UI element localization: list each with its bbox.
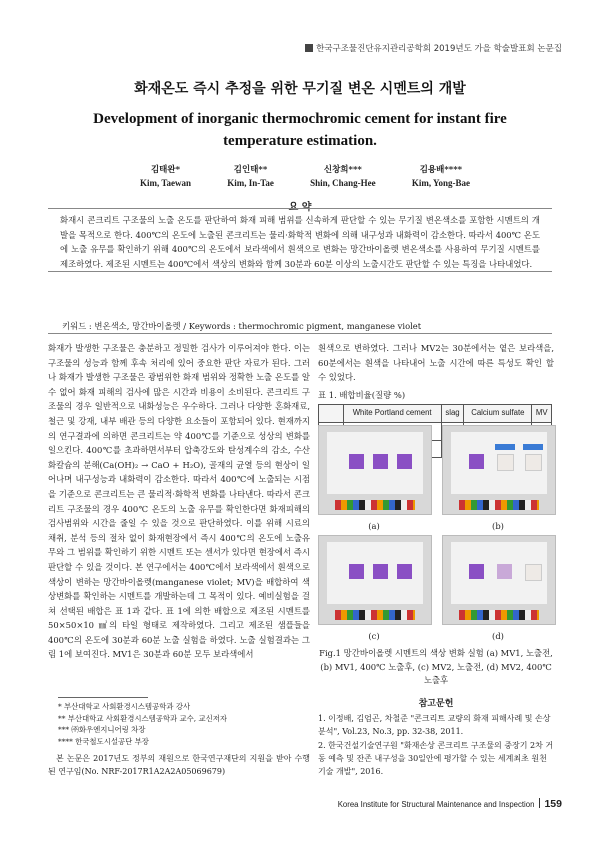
sample-tag	[495, 444, 515, 450]
color-checker	[459, 500, 539, 510]
references-list	[318, 712, 554, 779]
keywords: 키워드 : 변온색소, 망간바이올렛 / Keywords : thermochromic pigment, manganese violet	[48, 318, 552, 334]
table-header-cell: White Portland cement	[343, 405, 441, 423]
sample-tile	[373, 454, 388, 469]
table-caption: 표 1. 배합비율(질량 %)	[318, 389, 406, 400]
photo-b	[442, 425, 556, 515]
table-header-cell: MV	[532, 405, 552, 423]
author	[412, 164, 470, 190]
footnote: **** 한국철도시설공단 부장	[58, 736, 149, 746]
author-name-ko: 김용배****	[419, 165, 463, 175]
author	[310, 164, 376, 190]
author-name-ko: 신창희***	[323, 165, 362, 175]
author-name-en: Kim, Yong-Bae	[411, 178, 470, 188]
table-header-cell: slag	[441, 405, 464, 423]
author-name-en: Shin, Chang-Hee	[310, 178, 376, 188]
footnote: *** ㈜화우엔지니어링 차장	[58, 725, 146, 734]
sample-tile	[397, 454, 412, 469]
sample-tile	[497, 454, 514, 471]
abstract-text: 화재시 콘크리트 구조물의 노출 온도를 판단하여 화재 피해 범위를 신속하게 판단할 수 있는 무기질 변온색소를 포함한 시멘트의 개발을 목적으로 한다. 400℃의 온도에 노출된 콘크리트는 물리·화학적 변화에 의해 내구성과 내화력이 감소한다. 따라서 400℃ 온도에 노출 유무를 확인하기 위해 400℃의 온도에서 보라색에서 흰색으로 변화는 망간바이올렛 변온색소를 사용하여 무기질 시멘트를 제조하였다. 제조된 시멘트는 400℃에서 색상의 변화와 함께 30분과 60분 이상의 노출시간도 판단할 수 있는 특징을 나타내었다.	[60, 215, 540, 269]
color-checker	[335, 500, 415, 510]
journal-name: Korea Institute for Structural Maintenance and Inspection	[337, 800, 535, 809]
page-number: 159	[544, 798, 562, 810]
references-heading: 참고문헌	[418, 699, 454, 709]
body-column-left: 화재가 발생한 구조물은 충분하고 정밀한 검사가 이루어져야 한다. 이는 구조물의 성능과 함께 후속 처리에 있어 중요한 판단 자료가 된다. 그러나 화재가 발생한 구조물은 광범위한 화재 범위와 정확한 노출 온도를 알 수 없어 화재 피해의 검사에 많은 시간과 비용이 소비된다. 콘크리트 구조물의 경우 일반적으로 내화성능은 우수하다. 그러나 다양한 혼화재료, 철근 및 강재, 내부 배관 등의 다양한 요소들이 포함되어 있다. 현재까지의 연구결과에 의하면 콘크리트는 약 400℃를 기준으로 성상의 변화를 일으킨다. 400℃를 초과하면서부터 압축강도와 탄성계수의 감소, 수산화칼슘의 분해(Ca(OH)₂ → CaO + H₂O), 골재의 균열 등의 현상이 일어나며 내구성능과 내화력이 감소한다. 따라서 400℃에 노출되는 시점을 기준으로 콘크리트는 큰 물리적·화학적 변화를 나타낸다. 따라서 콘크리트 구조물의 경우 400℃ 온도의 노출 유무를 확인한다면 화재피해의 검사범위와 시간을 줄일 수 있을 것으로 판단하였다. 이를 위해 시료의 채취, 분석 등의 절차 없이 화재현장에서 즉시 400℃의 온도에 노출유무와 그 범위를 확인하기 위한 시멘트 또는 센서가 있다면 현장에서 즉시 판단할 수 있을 것이다. 본 연구에서는 400℃에서 보라색에서 흰색으로 색상이 변하는 망간바이올렛(manganese violet; MV)을 배합하여 색상변화를 확인하는 시멘트를 개발하는데 그 목적이 있다. 예비실험을 걸쳐 선택된 배합은 표 1과 같다. 표 1에 의한 배합으로 제조된 시멘트를 50×50×10 ㎣의 타일 형태로 제작하였다. 그리고 제조된 샘플들을 400℃의 온도에 30분과 60분 노출 실험을 하였다. 노출 실험결과는 그림 1에 보여진다. MV1은 30분과 60분 모두 보라색에서	[48, 343, 310, 660]
running-header	[305, 42, 562, 54]
sample-tile	[349, 454, 364, 469]
photo-label: (b)	[492, 521, 504, 531]
color-checker	[335, 610, 415, 620]
sample-tile	[525, 454, 542, 471]
footnote-divider	[58, 697, 148, 698]
reference-item: 1. 이정배, 김엄곤, 차철준 "콘크리트 교량의 화재 피해사례 및 손상분석", Vol.23, No.3, pp. 32-38, 2011.	[318, 714, 551, 736]
table-header-row	[319, 405, 552, 423]
sample-tile	[397, 564, 412, 579]
page-footer	[338, 798, 562, 810]
author-name-ko: 김인태**	[233, 165, 268, 175]
footnote: * 부산대학교 사회환경시스템공학과 강사	[58, 702, 191, 711]
sample-tag	[523, 444, 543, 450]
footnotes	[48, 701, 310, 747]
sample-tile	[349, 564, 364, 579]
body-text-right: 흰색으로 변하였다. 그러나 MV2는 30분에서는 옅은 보라색을, 60분에서는 흰색을 나타내어 노출 시간에 따른 특성도 확인 할 수 있었다.	[318, 343, 554, 383]
author-name-en: Kim, Taewan	[140, 178, 192, 188]
header-bullet-icon	[305, 44, 313, 52]
author-name-en: Kim, In-Tae	[227, 178, 274, 188]
acknowledgement: 본 논문은 2017년도 정부의 재원으로 한국연구재단의 지원을 받아 수행된 연구임(No. NRF-2017R1A2A2A05069679)	[48, 754, 310, 776]
author	[140, 164, 191, 190]
abstract-heading: 요 약	[288, 202, 312, 213]
sample-tile	[497, 564, 512, 579]
abstract-box	[48, 208, 552, 272]
photo-label: (d)	[492, 631, 504, 641]
photo-d	[442, 535, 556, 625]
reference-item: 2. 한국건설기술연구원 "화재손상 콘크리트 구조물의 중장기 2차 거동 예측 및 잔존 내구성을 30일안에 평가할 수 있는 세계최초 원천기술 개발", 2016.	[318, 741, 554, 776]
footnote: ** 부산대학교 사회환경시스템공학과 교수, 교신저자	[58, 713, 228, 723]
title-english: Development of inorganic thermochromic cement for instant fire temperature estimation.	[93, 111, 507, 149]
sample-tile	[469, 454, 484, 469]
sample-tile	[373, 564, 388, 579]
author-list	[140, 164, 470, 190]
photo-label: (a)	[368, 521, 380, 531]
sample-tile	[469, 564, 484, 579]
title-korean: 화재온도 즉시 추정을 위한 무기질 변온 시멘트의 개발	[134, 81, 466, 97]
table-header-cell: Calcium sulfate	[464, 405, 532, 423]
sample-tile	[525, 564, 542, 581]
author-name-ko: 김태완*	[150, 165, 181, 175]
color-checker	[459, 610, 539, 620]
photo-label: (c)	[368, 631, 380, 641]
table-header-cell	[319, 405, 344, 423]
photo-c	[318, 535, 432, 625]
footer-divider	[539, 798, 540, 808]
conference-title: 한국구조물진단유지관리공학회 2019년도 가을 학술발표회 논문집	[316, 44, 562, 54]
figure-caption: Fig.1 망간바이올렛 시멘트의 색상 변화 실험 (a) MV1, 노출전, (b) MV1, 400℃ 노출후, (c) MV2, 노출전, (d) MV2, 400℃ 노출후	[319, 648, 553, 685]
author	[227, 164, 274, 190]
photo-a	[318, 425, 432, 515]
